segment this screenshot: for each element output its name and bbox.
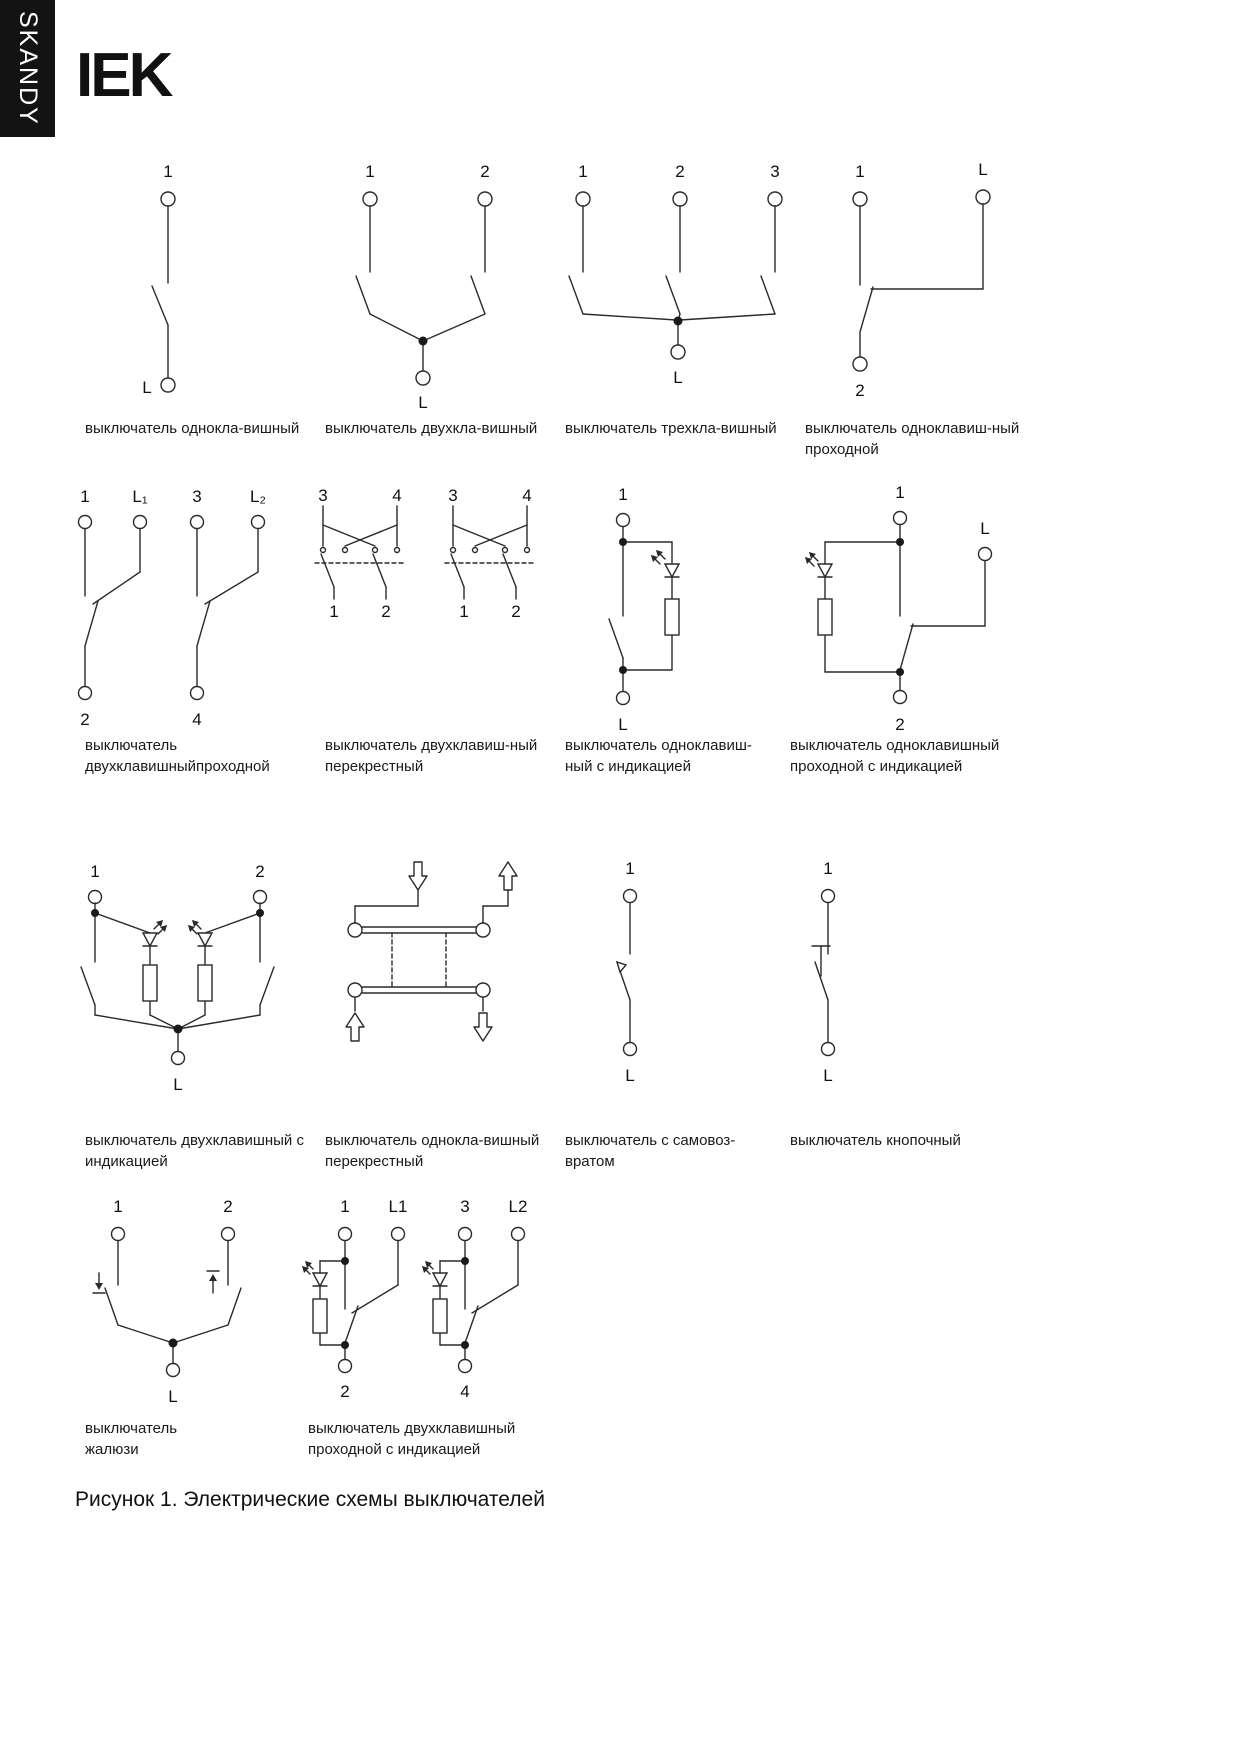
circuit-double-two-way-switch-indicator [300,1185,560,1445]
circuit-double-intermediate-switch [305,485,555,640]
contact [451,548,456,553]
wires [569,206,775,345]
terminal [822,1043,835,1056]
terminal [671,345,685,359]
contact [473,548,478,553]
schematic [305,485,555,640]
wires [315,506,405,599]
resistor-symbol [433,1299,447,1333]
blinds-down-icon [93,1273,105,1293]
terminal-label: 1 [113,1197,123,1216]
terminal [476,923,490,937]
terminal-label: 4 [392,486,402,505]
terminal [976,190,990,204]
switch-blade [569,276,583,314]
terminal [979,548,992,561]
junction-dot [674,317,683,326]
terminal [576,192,590,206]
circuit-blinds-switch [85,1185,325,1435]
junction-dot [461,1257,469,1265]
switch-blade [197,601,210,646]
terminal [222,1228,235,1241]
terminal [161,192,175,206]
diagram-caption: выключатель одноклавиш-ный проходной [805,420,1020,458]
terminal-label: L [618,715,628,734]
terminal-label: 3 [318,486,328,505]
terminal-label: L [978,160,988,179]
contact [525,548,530,553]
switch-blade [860,287,873,332]
terminal-label: 1 [90,862,100,881]
switch-blade [373,554,386,587]
schematic [555,155,795,415]
terminal [161,378,175,392]
circuit-triple-switch [555,155,795,415]
led-symbol [143,920,167,946]
terminal [348,983,362,997]
terminal [172,1052,185,1065]
terminal-label: 3 [460,1197,470,1216]
led-symbol [188,920,212,946]
resistor-symbol [143,965,157,1001]
terminal [254,891,267,904]
intermediate-unit [445,486,535,621]
junction-dot [619,538,627,546]
terminal-label: 1 [823,859,833,878]
wires [152,206,168,378]
terminal-label: L1 [388,1197,408,1216]
switch-blade [152,286,168,325]
junction-dot [174,1025,183,1034]
diagram-caption: выключатель двухклавишный проходной с индикацией [308,1420,516,1458]
arrow-down-icon [409,862,427,890]
terminal [363,192,377,206]
terminal [624,890,637,903]
schematic [790,482,1030,762]
circuit-momentary-switch [565,850,705,1090]
wires [860,204,983,357]
terminal-label: 2 [855,381,865,400]
circuit-two-way-switch-indicator [790,482,1030,762]
terminal-label: L₁ [132,487,148,506]
switch-blade [471,276,485,314]
circuit-double-switch [315,155,535,415]
terminal [167,1364,180,1377]
terminal [392,1228,405,1241]
self-return-arrow [617,962,626,972]
terminal [853,357,867,371]
terminal-label: 3 [770,162,780,181]
blinds-up-icon [207,1271,219,1293]
wires [440,1241,518,1359]
schematic [60,482,320,742]
terminal-label: 2 [340,1382,350,1401]
terminal-label: L2 [508,1197,528,1216]
terminal-label: L [625,1066,635,1085]
diagram-caption: выключатель двухклавиш-ный перекрестный [325,737,538,775]
switch-blade [85,601,98,646]
schematic [555,482,785,752]
terminal-label: 1 [80,487,90,506]
terminal [134,516,147,529]
switch-blade [609,619,623,658]
terminal [894,691,907,704]
terminal-label: 2 [80,710,90,729]
circuit-push-button-switch [760,850,900,1090]
terminal [617,514,630,527]
circuit-double-switch-indicator [65,855,325,1115]
led-symbol [651,550,679,577]
junction-dot [169,1339,178,1348]
terminal-label: L [418,393,428,412]
circuit-single-intermediate-switch [330,850,560,1080]
terminal-label: L₂ [249,487,267,506]
contact [395,548,400,553]
terminal [673,192,687,206]
terminal-label: L [173,1075,183,1094]
diagram-caption: выключатель однокла-вишный перекрестный [325,1132,540,1170]
terminal-label: 2 [480,162,490,181]
led-symbol [302,1261,327,1286]
wires [812,903,830,1042]
switch-blade [465,1306,478,1343]
terminal-label: 4 [460,1382,470,1401]
terminal-label: 4 [522,486,532,505]
diagram-caption: выключатель одноклавиш- ный с индикацией [565,737,752,775]
intermediate-unit [315,486,405,621]
terminal-label: 2 [675,162,685,181]
junction-dot [896,538,904,546]
schematic [85,1185,325,1435]
terminal [89,891,102,904]
terminal [459,1228,472,1241]
schematic [565,850,705,1090]
arrow-down-icon [474,1013,492,1041]
switch-blade [81,967,95,1005]
terminal-label: 1 [618,485,628,504]
resistor-symbol [818,599,832,635]
terminal-label: L [142,378,152,397]
resistor-symbol [198,965,212,1001]
wires [356,206,485,371]
terminal-label: L [823,1066,833,1085]
terminal [894,512,907,525]
wires [445,506,535,599]
switch-blade [321,554,334,587]
switch-blade [228,1288,241,1325]
schematic [300,1185,560,1445]
brand-sidebar [0,0,55,137]
switch-blade [345,1306,358,1343]
terminal-label: 1 [895,483,905,502]
figure-caption: Рисунок 1. Электрические схемы выключателей [75,1488,545,1511]
junction-dot [419,337,428,346]
terminal [79,687,92,700]
terminal [416,371,430,385]
diagram-caption: выключатель двухклавишныйпроходной [85,737,270,775]
contact [373,548,378,553]
resistor-symbol [313,1299,327,1333]
schematic [65,855,325,1115]
terminal [822,890,835,903]
terminal [624,1043,637,1056]
terminal-label: 1 [329,602,339,621]
terminal [112,1228,125,1241]
wires [609,527,672,691]
diagram-caption: выключатель двухклавишный с индикацией [85,1132,304,1170]
terminal [339,1360,352,1373]
iek-logo: IEK [76,41,171,110]
terminal-label: 1 [855,162,865,181]
switch-blade [260,967,274,1005]
terminal-label: 3 [448,486,458,505]
contact [503,548,508,553]
terminal [853,192,867,206]
terminal [617,692,630,705]
terminal-label: 2 [223,1197,233,1216]
junction-dot [896,668,904,676]
circuit-single-two-way-switch [795,155,1025,415]
resistor-symbol [665,599,679,635]
diagram-caption: выключатель с самовоз- вратом [565,1132,736,1170]
diagram-caption: выключатель одноклавишный проходной с индикацией [790,737,1000,775]
terminal [191,516,204,529]
wires [320,1241,398,1359]
terminal-label: L [673,368,683,387]
wires [617,903,630,1042]
wires [825,525,985,690]
terminal [768,192,782,206]
terminal-label: L [168,1387,178,1406]
contact [343,548,348,553]
wires [85,529,258,686]
terminal [191,687,204,700]
switch-blade [356,276,370,314]
switch-blade [900,624,913,670]
brand-name: SKANDY [14,11,42,126]
junction-dot [461,1341,469,1349]
terminal [478,192,492,206]
terminal-label: 2 [511,602,521,621]
junction-dot [256,909,264,917]
diagram-caption: выключатель трехкла-вишный [565,420,777,437]
terminal-label: 1 [365,162,375,181]
terminal [79,516,92,529]
junction-dot [341,1341,349,1349]
diagram-caption: выключатель кнопочный [790,1132,961,1149]
terminal [339,1228,352,1241]
circuit-single-switch-indicator [555,482,785,752]
schematic [760,850,900,1090]
terminal-label: 4 [192,710,202,729]
switch-blade [761,276,775,314]
terminal [476,983,490,997]
schematic [795,155,1025,415]
arrow-up-icon [499,862,517,890]
terminal-label: 2 [255,862,265,881]
diagram-caption: выключатель жалюзи [85,1420,178,1458]
switch-blade [451,554,464,587]
terminal [252,516,265,529]
schematic [330,850,560,1080]
terminal-label: 1 [625,859,635,878]
junction-dot [91,909,99,917]
switch-blade [666,276,680,314]
diagram-caption: выключатель однокла-вишный [85,420,300,437]
schematic [75,155,275,415]
junction-dot [619,666,627,674]
terminal-label: 1 [459,602,469,621]
led-symbol [422,1261,447,1286]
terminal-label: 1 [340,1197,350,1216]
diagram-caption: выключатель двухкла-вишный [325,420,538,437]
schematic [315,155,535,415]
terminal [348,923,362,937]
terminal-label: L [980,519,990,538]
terminal-label: 2 [381,602,391,621]
junction-dot [341,1257,349,1265]
contact [321,548,326,553]
circuit-single-switch [75,155,275,415]
circuit-double-two-way-switch [60,482,320,742]
terminal-label: 3 [192,487,202,506]
terminal [459,1360,472,1373]
switch-blade [503,554,516,587]
terminal-label: 1 [163,162,173,181]
switch-blade [105,1288,118,1325]
led-symbol [805,552,832,577]
arrow-up-icon [346,1013,364,1041]
terminal [512,1228,525,1241]
terminal-label: 2 [895,715,905,734]
terminal-label: 1 [578,162,588,181]
